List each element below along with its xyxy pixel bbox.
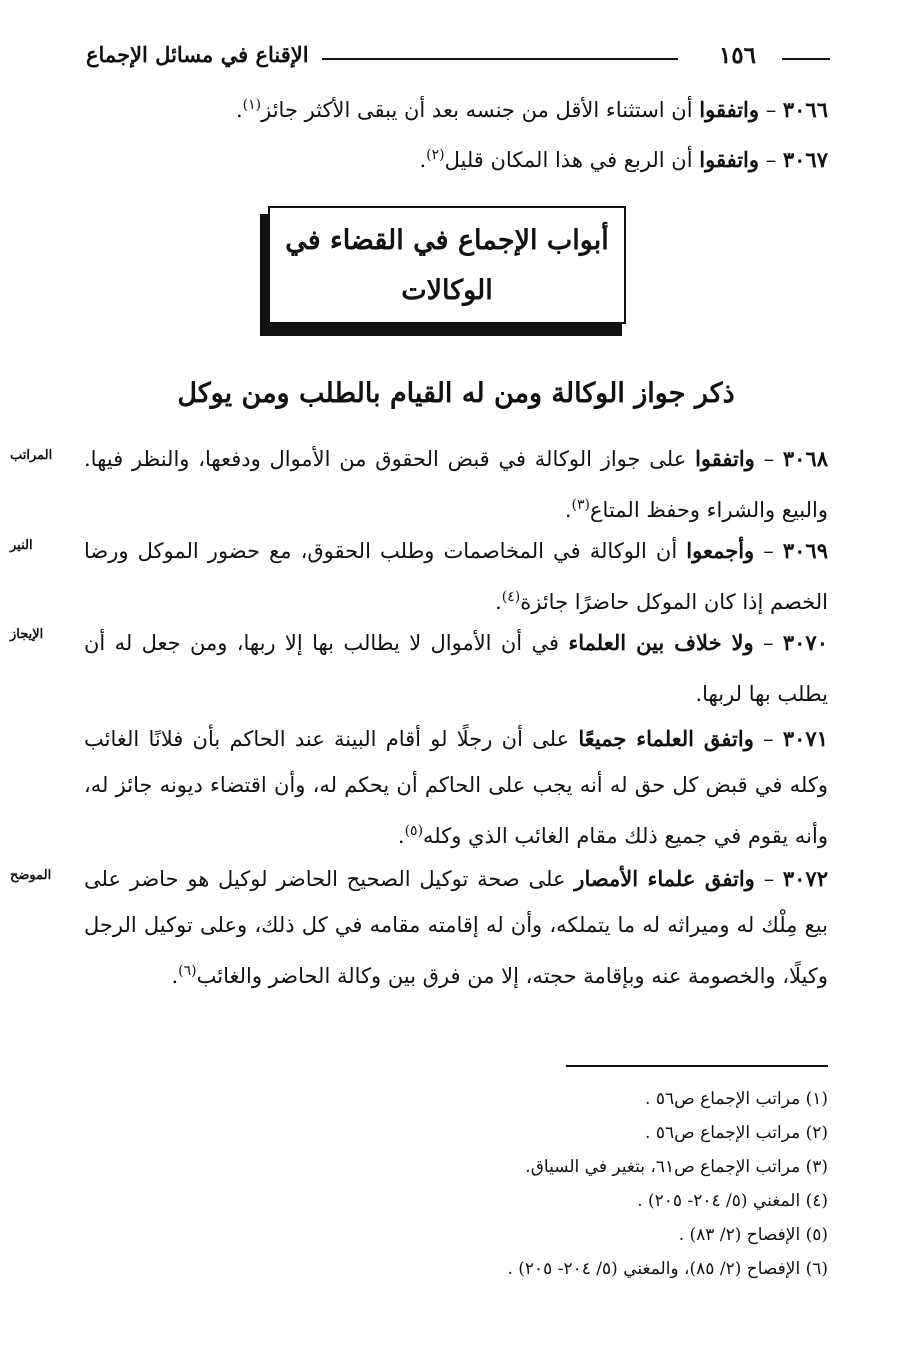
footnote-6: (٦) الإفصاح (٢/ ٨٥)، والمغني (٥/ ٢٠٤- ٢٠٥) . — [507, 1259, 828, 1279]
margin-tag-mudih: الموضح — [10, 868, 52, 883]
paragraph-end: . — [564, 498, 572, 522]
footnote-ref: (١) — [242, 97, 262, 113]
footnote-ref: (٦) — [178, 963, 197, 979]
section-title: ذكر جواز الوكالة ومن له القيام بالطلب ومن يوكل — [177, 378, 735, 409]
paragraph-number: ٣٠٧١ — [782, 726, 828, 751]
paragraph-text: أن الوكالة في المخاصمات وطلب الحقوق، مع حضور الموكل ورضا الخصم إذا كان الموكل حاضرًا جائزة — [84, 539, 828, 614]
paragraph-number: ٣٠٦٩ — [782, 538, 828, 563]
footnote-1: (١) مراتب الإجماع ص٥٦ . — [645, 1089, 828, 1109]
footnote-4: (٤) المغني (٥/ ٢٠٤- ٢٠٥) . — [637, 1191, 828, 1211]
footnote-ref: (٥) — [404, 823, 424, 839]
header-rule-right — [782, 58, 830, 60]
footnotes — [268, 1082, 828, 1286]
paragraph-end: . — [495, 590, 502, 614]
chapter-heading-line1: أبواب الإجماع في القضاء في — [285, 225, 609, 256]
paragraph-3068: ٣٠٦٨ – واتفقوا على جواز الوكالة في قبض الحقوق من الأموال ودفعها، والنظر فيها. والبيع والشراء وحفظ المتاع$^{(٣)}$. — [84, 446, 828, 522]
footnote-ref: (٣) — [571, 497, 591, 513]
paragraph-end: . — [397, 824, 405, 848]
paragraph-number: ٣٠٦٨ — [782, 446, 828, 471]
paragraph-lead: واتفقوا — [699, 97, 760, 122]
paragraph-number: ٣٠٦٧ — [782, 147, 828, 172]
paragraph-text: في أن الأموال لا يطالب بها إلا ربها، ومن جعل له أن يطلب بها لربها. — [84, 631, 828, 706]
paragraph-3071: ٣٠٧١ – واتفق العلماء جميعًا على أن رجلًا لو أقام البينة عند الحاكم بأن فلانًا الغائب وكله في قبض كل حق له أنه يجب على الحاكم أن يحكم له، وأن اقتضاء ديونه جائز له، وأنه يقوم في جميع ذلك مقام الغائب الذي وكله$^{(٥)}$. — [84, 726, 828, 848]
footnote-5: (٥) الإفصاح (٢/ ٨٣) . — [678, 1225, 828, 1245]
chapter-heading — [268, 206, 626, 324]
paragraph-3069: ٣٠٦٩ – وأجمعوا أن الوكالة في المخاصمات وطلب الحقوق، مع حضور الموكل ورضا الخصم إذا كان الموكل حاضرًا جائزة$^{(٤)}$. — [84, 538, 828, 614]
running-header — [86, 40, 830, 80]
paragraph-end: . — [235, 98, 243, 122]
margin-tag-ijaz: الإيجاز — [10, 627, 44, 642]
paragraph-end: . — [171, 964, 179, 988]
paragraph-lead: واتفقوا — [699, 147, 760, 172]
header-rule-middle — [322, 58, 678, 60]
paragraph-text: على جواز الوكالة في قبض الحقوق من الأموال ودفعها، والنظر فيها. والبيع والشراء وحفظ المتاع — [84, 447, 828, 522]
paragraph-lead: واتفقوا — [695, 446, 755, 471]
paragraph-3066: ٣٠٦٦ – واتفقوا أن استثناء الأقل من جنسه بعد أن يبقى الأكثر جائز$^{(١)}$. — [235, 97, 828, 122]
margin-tag-maratib: المراتب — [10, 448, 53, 463]
paragraph-number: ٣٠٧٠ — [782, 630, 828, 655]
paragraph-lead: وأجمعوا — [686, 538, 755, 563]
paragraph-number: ٣٠٦٦ — [782, 97, 828, 122]
footnote-ref: (٤) — [501, 589, 521, 605]
paragraph-lead: واتفق علماء الأمصار — [574, 866, 755, 891]
paragraph-end: . — [419, 148, 427, 172]
paragraph-lead: ولا خلاف بين العلماء — [568, 630, 754, 655]
paragraph-text: على أن رجلًا لو أقام البينة عند الحاكم بأن فلانًا الغائب وكله في قبض كل حق له أنه يجب على الحاكم أن يحكم له، وأن اقتضاء ديونه جائز له، وأنه يقوم في جميع ذلك مقام الغائب الذي وكله — [84, 727, 828, 848]
footnote-2: (٢) مراتب الإجماع ص٥٦ . — [645, 1123, 828, 1143]
paragraph-lead: واتفق العلماء جميعًا — [578, 726, 754, 751]
margin-tag-nayyir: النير — [10, 538, 33, 553]
book-title: الإقناع في مسائل الإجماع — [86, 42, 309, 67]
chapter-heading-line2: الوكالات — [401, 275, 493, 306]
footnote-ref: (٢) — [426, 147, 445, 163]
footnote-separator — [566, 1065, 828, 1067]
paragraph-text: أن استثناء الأقل من جنسه بعد أن يبقى الأكثر جائز — [261, 98, 693, 122]
page-number: ١٥٦ — [718, 42, 756, 69]
paragraph-text: أن الربع في هذا المكان قليل — [444, 148, 693, 172]
paragraph-3070: ٣٠٧٠ – ولا خلاف بين العلماء في أن الأموال لا يطالب بها إلا ربها، ومن جعل له أن يطلب بها لربها. — [84, 630, 828, 706]
paragraph-number: ٣٠٧٢ — [782, 866, 828, 891]
paragraph-3072: ٣٠٧٢ – واتفق علماء الأمصار على صحة توكيل الصحيح الحاضر لوكيل هو حاضر على بيع مِلْك له وميراثه له ما يتملكه، وأن له إقامته مقامه في كل ذلك، وعلى توكيل الرجل وكيلًا، والخصومة عنه وبإقامة حجته، إلا من فرق بين وكالة الحاضر والغائب$^{(٦)}$. — [84, 866, 828, 988]
chapter-heading-box — [268, 206, 638, 336]
paragraph-text: على صحة توكيل الصحيح الحاضر لوكيل هو حاضر على بيع مِلْك له وميراثه له ما يتملكه، وأن له إقامته مقامه في كل ذلك، وعلى توكيل الرجل وكيلًا، والخصومة عنه وبإقامة حجته، إلا من فرق بين وكالة الحاضر والغائب — [84, 867, 828, 988]
footnote-3: (٣) مراتب الإجماع ص٦١، بتغير في السياق. — [525, 1157, 828, 1177]
paragraph-3067: ٣٠٦٧ – واتفقوا أن الربع في هذا المكان قليل$^{(٢)}$. — [419, 147, 828, 172]
